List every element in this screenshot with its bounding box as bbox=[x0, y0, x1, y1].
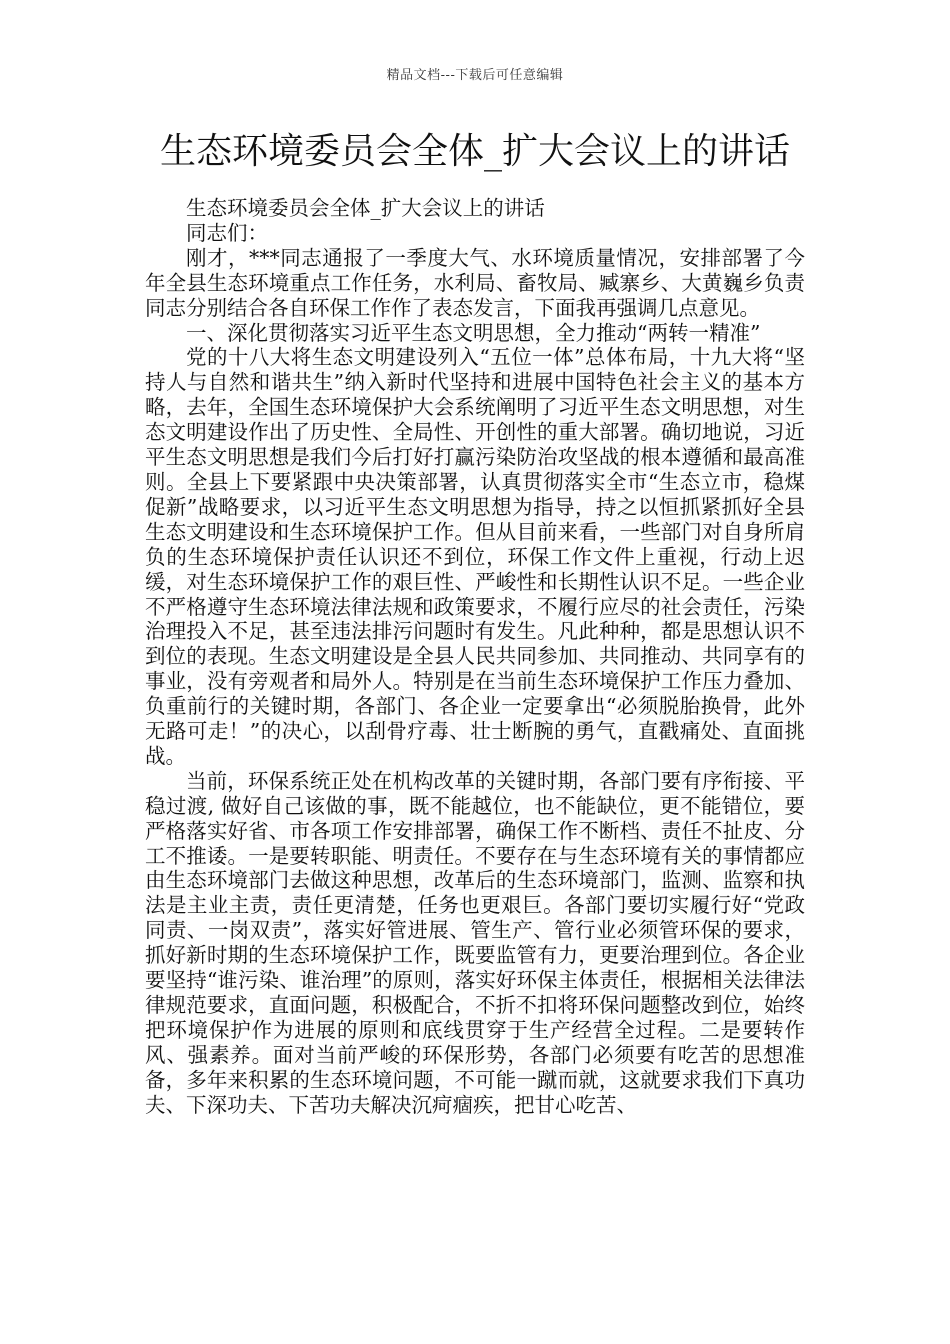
body-paragraph-salutation: 同志们： bbox=[186, 220, 268, 245]
page-header-note: 精品文档---下载后可任意编辑 bbox=[386, 68, 564, 83]
section-heading: 一、深化贯彻落实习近平生态文明思想，全力推动“两转一精准” bbox=[186, 320, 761, 345]
body-paragraph: 刚才，***同志通报了一季度大气、水环境质量情况，安排部署了今年全县生态环境重点工作任务，水利局、畜牧局、臧寨乡、大黄巍乡负责同志分别结合各自环保工作作了表态发言，下面我再强调几点意见。 bbox=[145, 245, 805, 320]
document-title: 生态环境委员会全体_扩大会议上的讲话 bbox=[159, 131, 790, 172]
body-paragraph: 当前，环保系统正处在机构改革的关键时期，各部门要有序衔接、平稳过渡, 做好自己该做的事，既不能越位，也不能缺位，更不能错位，要严格落实好省、市各项工作安排部署，确保工作不断档、责任不扯皮、分工不推诿。一是要转职能、明责任。不要存在与生态环境有关的事情都应由生态环境部门去做这种思想，改革后的生态环境部门，监测、监察和执法是主业主责，责任更清楚，任务也更艰巨。各部门要切实履行好“党政同责、一岗双责”，落实好管进展、管生产、管行业必须管环保的要求，抓好新时期的生态环境保护工作，既要监管有力，更要治理到位。各企业要坚持“谁污染、谁治理”的原则，落实好环保主体责任，根据相关法律法律规范要求，直面问题，积极配合，不折不扣将环保问题整改到位，始终把环境保护作为进展的原则和底线贯穿于生产经营全过程。二是要转作风、强素养。面对当前严峻的环保形势，各部门必须要有吃苦的思想准备，多年来积累的生态环境问题，不可能一蹴而就，这就要求我们下真功夫、下深功夫、下苦功夫解决沉疴痼疾，把甘心吃苦、 bbox=[145, 768, 805, 1117]
body-paragraph: 党的十八大将生态文明建设列入“五位一体”总体布局，十九大将“坚持人与自然和谐共生”纳入新时代坚持和进展中国特色社会主义的基本方略，去年，全国生态环境保护大会系统阐明了习近平生态文明思想，对生态文明建设作出了历史性、全局性、开创性的重大部署。确切地说，习近平生态文明思想是我们今后打好打赢污染防治攻坚战的根本遵循和最高准则。全县上下要紧跟中央决策部署，认真贯彻落实全市“生态立市，稳煤促新”战略要求，以习近平生态文明思想为指导，持之以恒抓紧抓好全县生态文明建设和生态环境保护工作。但从目前来看，一些部门对自身所肩负的生态环境保护责任认识还不到位，环保工作文件上重视，行动上迟缓，对生态环境保护工作的艰巨性、严峻性和长期性认识不足。一些企业不严格遵守生态环境法律法规和政策要求，不履行应尽的社会责任，污染治理投入不足，甚至违法排污问题时有发生。凡此种种，都是思想认识不到位的表现。生态文明建设是全县人民共同参加、共同推动、共同享有的事业，没有旁观者和局外人。特别是在当前生态环境保护工作压力叠加、负重前行的关键时期，各部门、各企业一定要拿出“必须脱胎换骨，此外无路可走！”的决心，以刮骨疗毒、壮士断腕的勇气，直戳痛处、直面挑战。 bbox=[145, 345, 805, 768]
document-body bbox=[145, 196, 805, 1118]
body-paragraph-subtitle: 生态环境委员会全体_扩大会议上的讲话 bbox=[186, 196, 545, 220]
